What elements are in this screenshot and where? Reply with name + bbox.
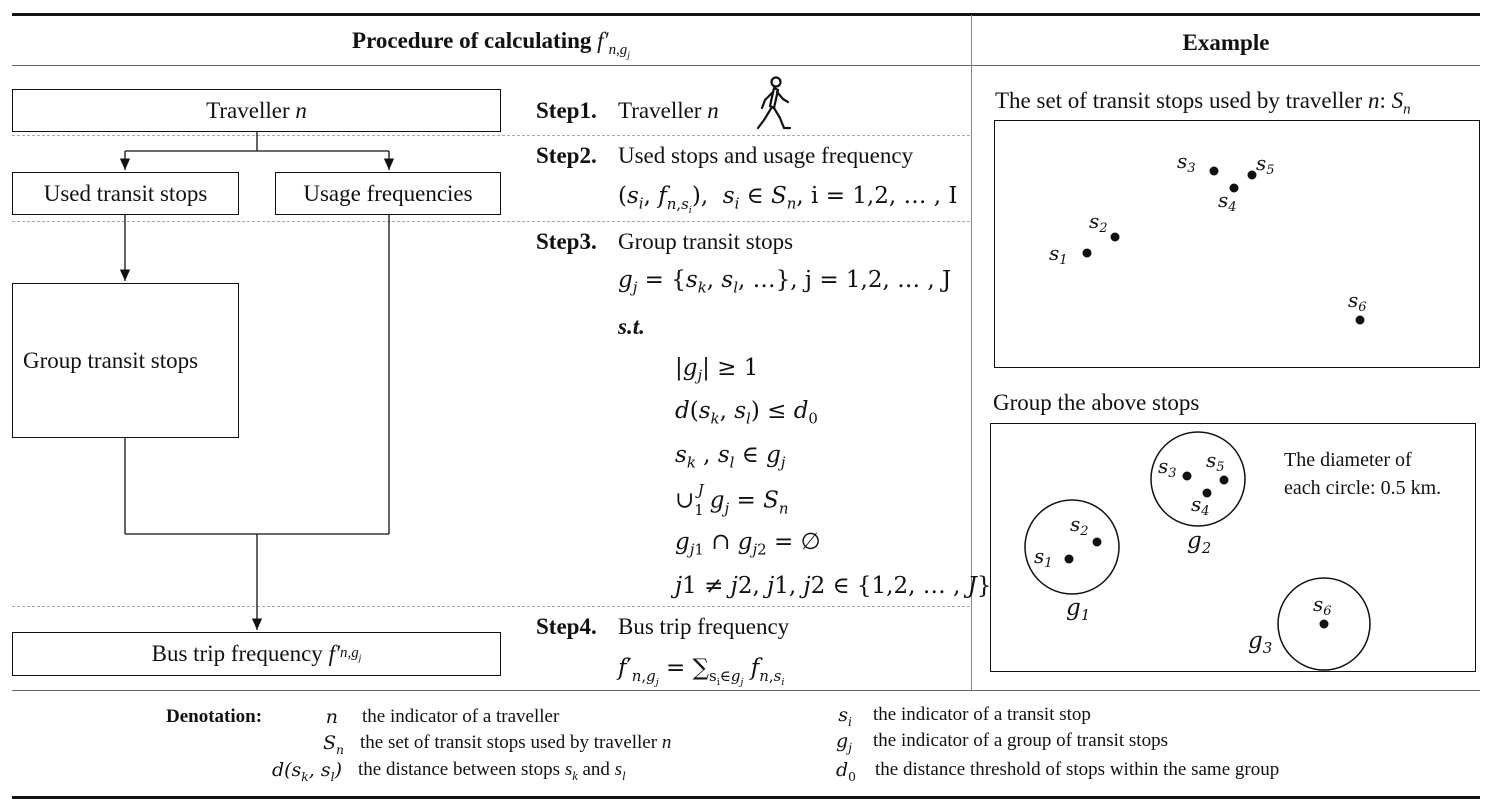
stop-label-s2: $s_2$	[1089, 209, 1108, 236]
stop-label-s6: $s_6$	[1348, 288, 1367, 315]
group-stops-box: Group transit stops	[12, 283, 239, 438]
example-panel2-title: Group the above stops	[993, 390, 1200, 415]
stop-label-s1: $s_1$	[1034, 544, 1053, 571]
step3-formula: $g_j = \{s_k$, $s_l$, …}, j = 1,2, … , J	[618, 267, 952, 297]
group-label-g1: $g_1$	[1066, 595, 1091, 624]
stop-label-s6: $s_6$	[1313, 592, 1332, 619]
denotation-symbol-d0: $d_0$	[835, 759, 856, 784]
stop-point-s4	[1230, 184, 1239, 193]
stop-label-s4: $s_4$	[1218, 188, 1237, 215]
stop-label-s2: $s_2$	[1070, 512, 1089, 539]
constraint-2: $d(s_k$, $s_l) \le d_0$	[675, 398, 818, 428]
constraint-1: $|g_j| \ge 1$	[675, 355, 759, 385]
stop-label-s3: $s_3$	[1177, 149, 1196, 176]
example-panel1-title: The set of transit stops used by traveller n: $S_n$	[995, 88, 1411, 118]
stop-point-s3	[1210, 167, 1219, 176]
stop-label-s1: $s_1$	[1049, 241, 1068, 268]
stop-point-s1	[1083, 249, 1092, 258]
stop-point-s2	[1093, 538, 1102, 547]
stop-point-s5	[1220, 476, 1229, 485]
stops-map	[994, 120, 1480, 368]
group-label-g2: $g_2$	[1187, 528, 1212, 557]
denotation-text-gj: the indicator of a group of transit stops	[873, 730, 1168, 751]
step2-formula: ($s_i$, $f_{n,s_i}$), $s_i$ ∈ $S_n$, i = 1,2, … , I	[618, 183, 958, 216]
denotation-text-distance: the distance between stops $s_k$ and $s_l$	[358, 759, 626, 783]
denotation-text-si: the indicator of a transit stop	[873, 704, 1091, 725]
constraint-4: $\cup_1^J$ $g_j = S_n$	[675, 481, 789, 520]
stop-label-s3: $s_3$	[1158, 454, 1177, 481]
denotation-title: Denotation:	[166, 706, 263, 727]
denotation-symbol-n: n	[325, 706, 338, 728]
denotation-text-sn: the set of transit stops used by traveller n	[360, 732, 672, 753]
denotation-symbol-si: $s_i$	[838, 704, 852, 729]
stop-point-s6	[1356, 316, 1365, 325]
stop-label-s4: $s_4$	[1191, 492, 1210, 519]
used-stops-box: Used transit stops	[12, 172, 239, 215]
denotation-symbol-distance: $d(s_k$, $s_l$)	[271, 759, 342, 784]
procedure-header: Procedure of calculating $f'_{n,g_j}$	[352, 28, 630, 61]
denotation-text-d0: the distance threshold of stops within the same group	[875, 759, 1280, 780]
step4: Step4. Bus trip frequency	[536, 614, 790, 639]
constraint-3: $s_k$ , $s_l$ ∈ $g_j$	[675, 442, 786, 472]
traveller-box: Traveller n	[12, 89, 501, 132]
walking-person-icon	[752, 76, 798, 132]
step1: Step1. Traveller n	[536, 98, 719, 123]
denotation-text-n: the indicator of a traveller	[362, 706, 560, 727]
bus-trip-frequency-box: Bus trip frequency f′ $n,g_j$	[12, 632, 501, 676]
denotation-symbol-sn: $S_n$	[323, 732, 344, 757]
denotation-symbol-gj: $g_j$	[836, 730, 852, 755]
constraint-6: j1 ≠ j2, j1, j2 ∈ {1,2, … , J}	[675, 573, 992, 599]
example-header: Example	[1182, 30, 1270, 55]
stop-point-s4	[1203, 489, 1212, 498]
step2: Step2. Used stops and usage frequency	[536, 143, 914, 168]
constraint-5: $g_{j1}$ ∩ $g_{j2}$ = ∅	[675, 529, 821, 559]
stop-label-s5: $s_5$	[1256, 151, 1275, 178]
stop-point-s6	[1320, 620, 1329, 629]
diameter-note: The diameter of each circle: 0.5 km.	[1284, 449, 1442, 499]
stop-point-s2	[1111, 233, 1120, 242]
step3-st: s.t.	[618, 314, 645, 339]
step4-formula: $f'_{n,g_j} = \sum_{s_i\in g_j}$ $f_{n,s_i}$	[618, 655, 785, 688]
stop-point-s3	[1183, 472, 1192, 481]
stop-label-s5: $s_5$	[1206, 448, 1225, 475]
group-label-g3: $g_3$	[1248, 628, 1273, 657]
stop-point-s1	[1065, 555, 1074, 564]
usage-frequencies-box: Usage frequencies	[275, 172, 501, 215]
step3: Step3. Group transit stops	[536, 229, 794, 254]
